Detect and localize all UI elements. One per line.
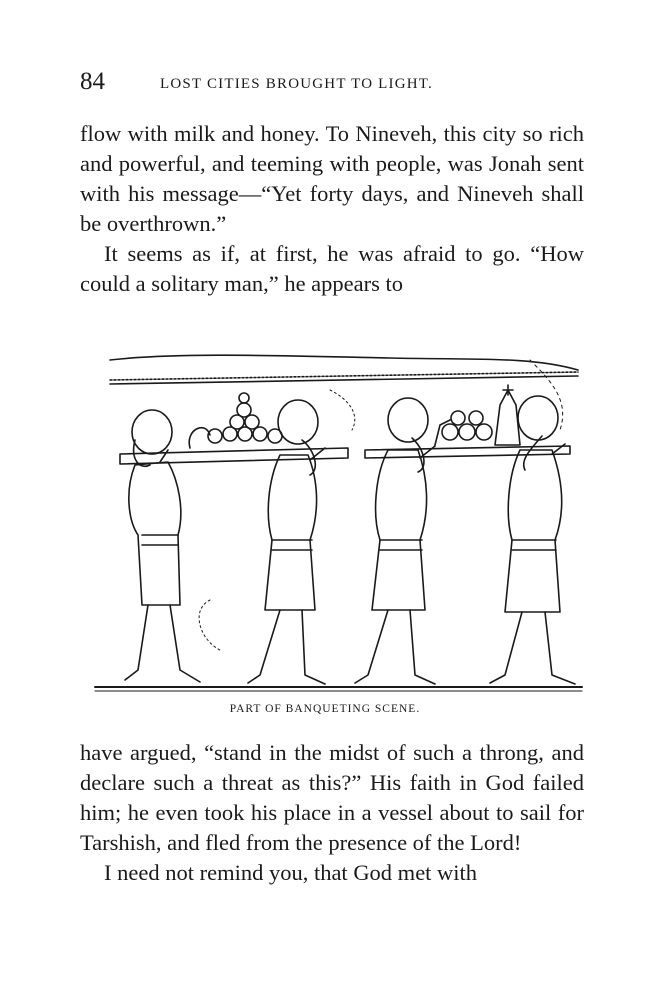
page-number: 84 — [80, 68, 105, 95]
bearer-figure — [490, 396, 575, 684]
paragraph: It seems as if, at first, he was afraid to go. “How could a solitary man,” he appears to — [80, 241, 584, 296]
assyrian-relief-illustration — [90, 350, 585, 695]
bearer-figure — [125, 410, 200, 682]
running-head: LOST CITIES BROUGHT TO LIGHT. — [160, 76, 433, 92]
bearer-figure — [248, 400, 325, 684]
text-block-bottom — [80, 738, 584, 888]
paragraph: I need not remind you, that God met with — [104, 860, 478, 885]
paragraph: have argued, “stand in the midst of such a throng, and declare such a threat as this?” His faith in God failed him; he even took his place in a vessel about to sail for Tarshish, and fled from the presence of the Lord! — [80, 740, 584, 855]
figure-caption: PART OF BANQUETING SCENE. — [229, 703, 421, 715]
paragraph: flow with milk and honey. To Nineveh, this city so rich and powerful, and teeming with people, was Jonah sent with his message—“Yet forty days, and Nineveh shall be overthrown.” — [80, 121, 584, 236]
food-pile-1 — [189, 393, 282, 448]
bearer-figure — [355, 398, 435, 684]
page-header — [80, 62, 590, 102]
text-block-top — [80, 119, 584, 299]
food-pile-2 — [435, 385, 520, 445]
